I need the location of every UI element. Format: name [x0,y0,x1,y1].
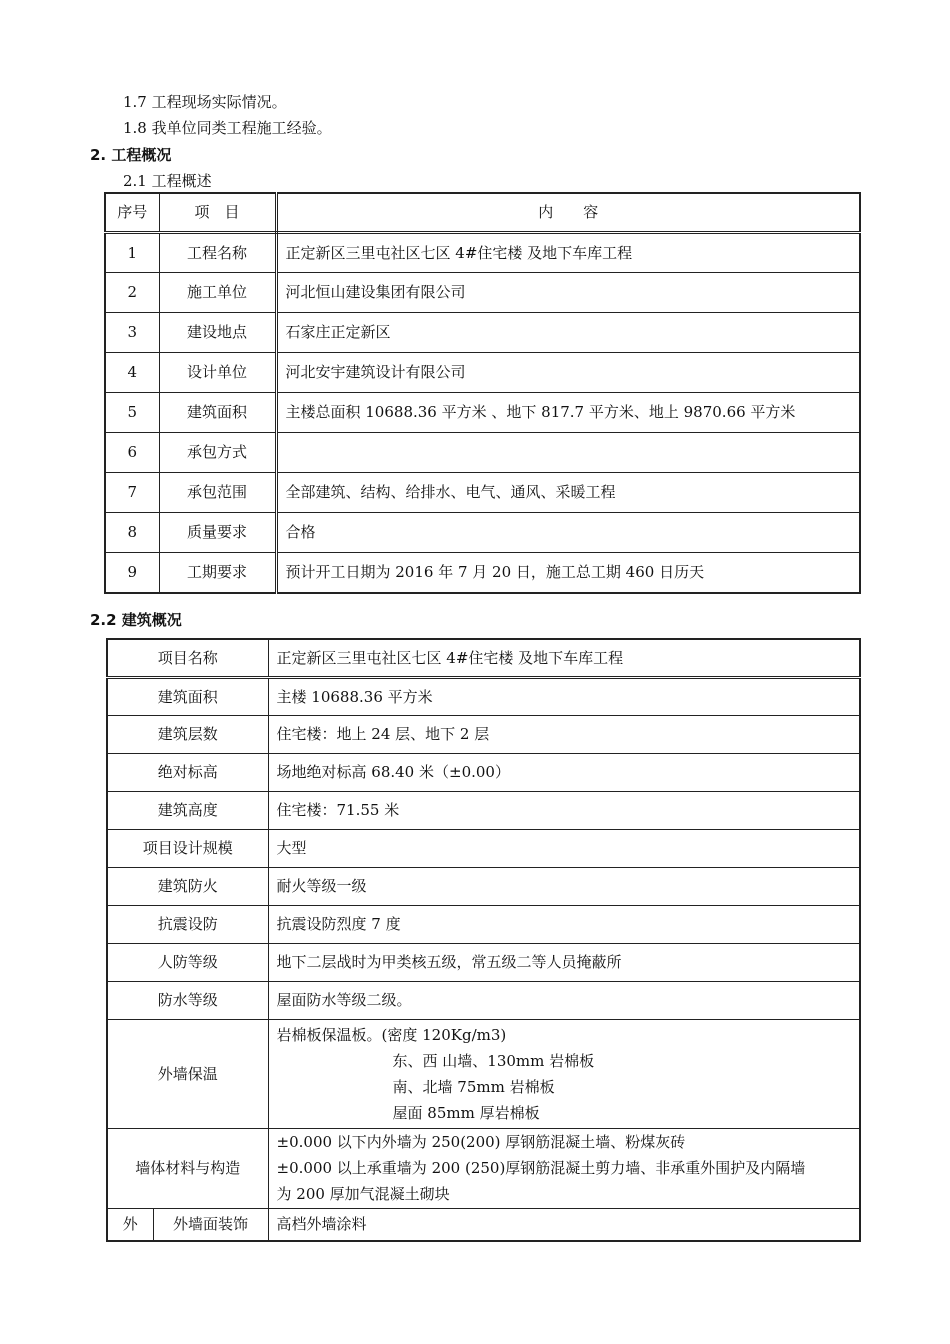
row-item: 工程名称 [159,232,276,272]
row-value: 场地绝对标高 68.40 米（±0.00） [268,753,860,791]
row-value: 大型 [268,829,860,867]
table-row [107,867,860,905]
wall-line: 为 200 厚加气混凝土砌块 [276,1185,450,1203]
row-label: 建筑层数 [107,715,268,753]
table-row [107,905,860,943]
row-label: 人防等级 [107,943,268,981]
row-value: 正定新区三里屯社区七区 4#住宅楼 及地下车库工程 [268,639,860,677]
exterior-label: 外 [107,1208,153,1241]
row-index: 6 [105,432,159,472]
row-label: 绝对标高 [107,753,268,791]
row-item: 建设地点 [159,312,276,352]
row-item: 质量要求 [159,512,276,552]
project-overview-table [104,192,861,594]
row-content: 正定新区三里屯社区七区 4#住宅楼 及地下车库工程 [276,232,860,272]
insulation-line: 屋面 85mm 厚岩棉板 [392,1103,540,1122]
table-row [105,352,860,392]
wall-line: ±0.000 以上承重墙为 200 (250)厚钢筋混凝土剪力墙、非承重外围护及内隔墙 [276,1159,806,1177]
row-content: 河北安宇建筑设计有限公司 [276,352,860,392]
table-row [105,472,860,512]
row-value: 抗震设防烈度 7 度 [268,905,860,943]
table-row [107,753,860,791]
row-label: 建筑高度 [107,791,268,829]
row-label: 项目设计规模 [107,829,268,867]
wall-material-label: 墙体材料与构造 [107,1128,268,1208]
header-content: 内 容 [276,193,860,232]
row-label: 防水等级 [107,981,268,1019]
row-index: 7 [105,472,159,512]
section-2-title: 2. 工程概况 [90,146,172,164]
row-content: 预计开工日期为 2016 年 7 月 20 日，施工总工期 460 日历天 [276,552,860,593]
section-2-2-title: 2.2 建筑概况 [90,611,182,629]
insulation-row [107,1019,860,1128]
table-row [105,232,860,272]
table-row [107,829,860,867]
row-label: 建筑面积 [107,677,268,715]
row-content: 石家庄正定新区 [276,312,860,352]
wall-line: ±0.000 以下内外墙为 250(200) 厚钢筋混凝土墙、粉煤灰砖 [276,1133,686,1151]
row-content: 河北恒山建设集团有限公司 [276,272,860,312]
row-content [276,432,860,472]
intro-line-1-8: 1.8 我单位同类工程施工经验。 [123,119,332,137]
row-item: 设计单位 [159,352,276,392]
row-index: 2 [105,272,159,312]
row-label: 项目名称 [107,639,268,677]
insulation-line: 东、西 山墙、130mm 岩棉板 [392,1051,595,1070]
row-index: 5 [105,392,159,432]
row-item: 承包方式 [159,432,276,472]
exterior-decoration-label: 外墙面装饰 [153,1208,268,1241]
table-row [105,312,860,352]
row-value: 住宅楼：71.55 米 [268,791,860,829]
table-row [105,552,860,593]
table-row [105,512,860,552]
row-item: 承包范围 [159,472,276,512]
table-row [105,432,860,472]
row-item: 建筑面积 [159,392,276,432]
row-index: 1 [105,232,159,272]
intro-line-1-7: 1.7 工程现场实际情况。 [123,93,287,111]
row-value: 耐火等级一级 [268,867,860,905]
table-row [105,272,860,312]
row-content: 合格 [276,512,860,552]
row-item: 工期要求 [159,552,276,593]
table-row [107,791,860,829]
wall-material-row [107,1128,860,1208]
header-index: 序号 [105,193,159,232]
row-value: 住宅楼：地上 24 层、地下 2 层 [268,715,860,753]
insulation-line: 南、北墙 75mm 岩棉板 [392,1077,555,1096]
insulation-label: 外墙保温 [107,1019,268,1128]
row-item: 施工单位 [159,272,276,312]
building-overview-table [106,638,861,1242]
table-row [107,715,860,753]
table-row [107,981,860,1019]
table-row [107,639,860,677]
row-label: 建筑防火 [107,867,268,905]
row-index: 9 [105,552,159,593]
row-value: 主楼 10688.36 平方米 [268,677,860,715]
row-index: 4 [105,352,159,392]
table-row [107,943,860,981]
section-2-1-title: 2.1 工程概述 [123,172,212,190]
header-item: 项 目 [159,193,276,232]
table-row [105,392,860,432]
row-index: 3 [105,312,159,352]
row-value: 屋面防水等级二级。 [268,981,860,1019]
row-label: 抗震设防 [107,905,268,943]
row-value: 地下二层战时为甲类核五级，常五级二等人员掩蔽所 [268,943,860,981]
row-content: 主楼总面积 10688.36 平方米 、地下 817.7 平方米、地上 9870.66 平方米 [276,392,860,432]
table-row [107,677,860,715]
insulation-line: 岩棉板保温板。(密度 120Kg/m3) [276,1025,507,1044]
row-content: 全部建筑、结构、给排水、电气、通风、采暖工程 [276,472,860,512]
exterior-decoration-row [107,1208,860,1241]
exterior-decoration-value: 高档外墙涂料 [268,1208,860,1241]
row-index: 8 [105,512,159,552]
